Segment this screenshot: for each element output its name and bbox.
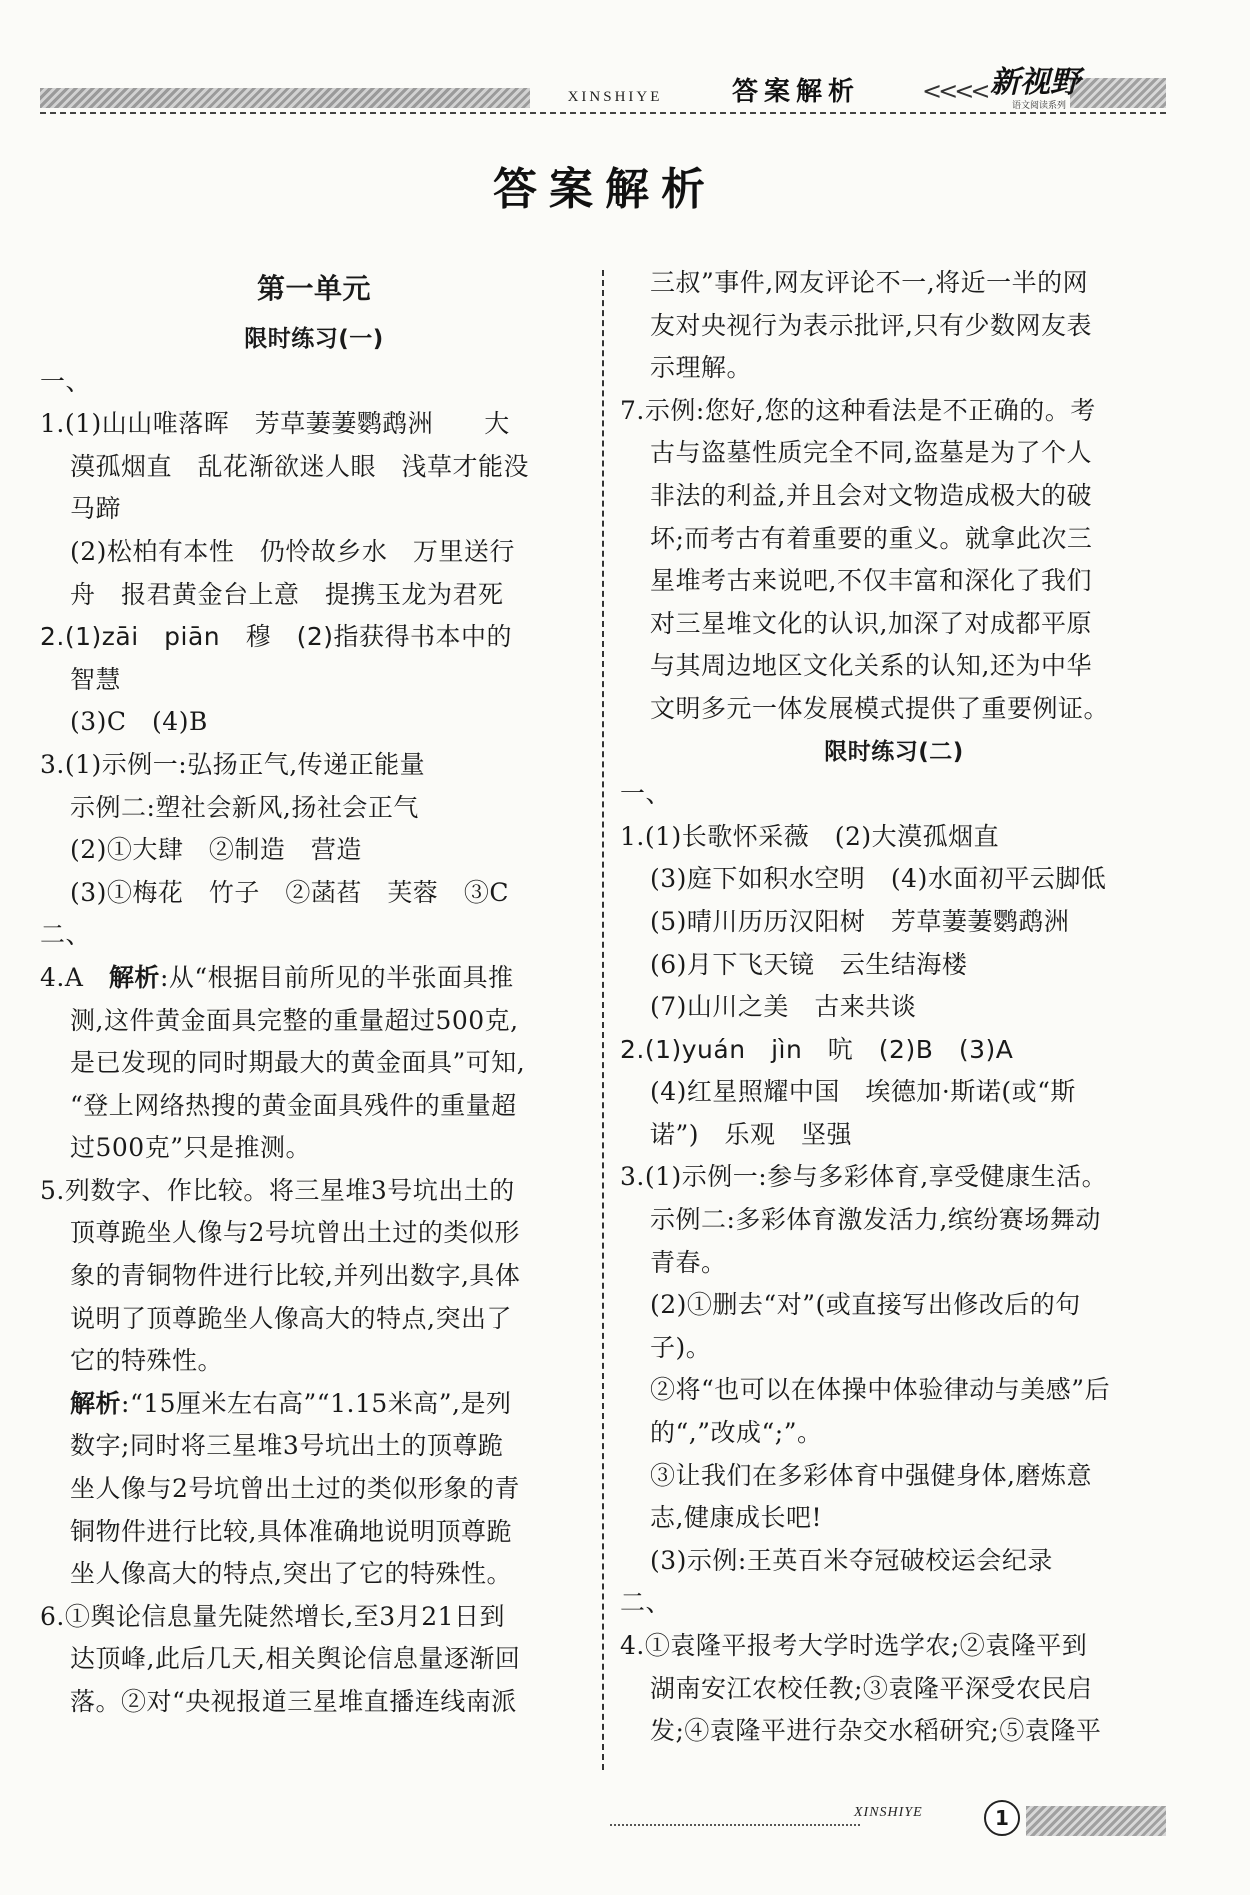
answer-line: 7.示例:您好,您的这种看法是不正确的。考 xyxy=(620,395,1096,425)
answer-line: 发;④袁隆平进行杂交水稻研究;⑤袁隆平 xyxy=(650,1716,1102,1746)
unit-title: 第一单元 xyxy=(256,272,371,305)
header-stripe-left xyxy=(40,88,530,108)
footer-dotted-line xyxy=(610,1824,860,1826)
answer-line: 3.(1)示例一:参与多彩体育,享受健康生活。 xyxy=(620,1162,1108,1192)
answer-line: 对三星堆文化的认识,加深了对成都平原 xyxy=(650,608,1092,638)
footer-brand-pinyin: XINSHIYE xyxy=(854,1805,923,1820)
answer-line: 示理解。 xyxy=(650,353,753,383)
answer-line: (4)红星照耀中国 埃德加·斯诺(或“斯 xyxy=(650,1077,1076,1107)
answer-line: 1.(1)山山唯落晖 芳草萋萋鹦鹉洲 大 xyxy=(40,409,510,439)
answer-line: 非法的利益,并且会对文物造成极大的破 xyxy=(650,480,1092,510)
answer-line: 马蹄 xyxy=(70,494,122,524)
answer-line: 漠孤烟直 乱花渐欲迷人眼 浅草才能没 xyxy=(70,451,530,481)
answer-line: (3)庭下如积水空明 (4)水面初平云脚低 xyxy=(650,864,1107,894)
header-brand-pinyin: XINSHIYE xyxy=(567,89,663,105)
answer-line: 6.①舆论信息量先陡然增长,至3月21日到 xyxy=(40,1601,506,1631)
answer-line: (5)晴川历历汉阳树 芳草萋萋鹦鹉洲 xyxy=(650,906,1070,936)
answer-line: (2)①删去“对”(或直接写出修改后的句 xyxy=(650,1290,1081,1320)
answer-text: :“15厘米左右高”“1.15米高”,是列 xyxy=(121,1388,512,1418)
answer-line: (3)C (4)B xyxy=(70,707,208,737)
answer-line: 说明了顶尊跪坐人像高大的特点,突出了 xyxy=(70,1303,512,1333)
answer-line: “登上网络热搜的黄金面具残件的重量超 xyxy=(70,1090,517,1120)
answer-line: 3.(1)示例一:弘扬正气,传递正能量 xyxy=(40,749,426,779)
answer-line: 青春。 xyxy=(650,1247,727,1277)
answer-line: 与其周边地区文化关系的认知,还为中华 xyxy=(650,651,1092,681)
answer-text: :从“根据目前所见的半张面具推 xyxy=(159,962,514,992)
answer-line: 三叔”事件,网友评论不一,将近一半的网 xyxy=(650,268,1089,297)
section-heading: 一、 xyxy=(40,366,92,396)
answer-line: 湖南安江农校任教;③袁隆平深受农民启 xyxy=(650,1673,1093,1703)
analysis-label: 解析 xyxy=(70,1388,122,1418)
answer-line: 的“,”改成“;”。 xyxy=(650,1418,823,1448)
answer-line: 达顶峰,此后几天,相关舆论信息量逐渐回 xyxy=(70,1644,521,1674)
answer-line: 星堆考古来说吧,不仅丰富和深化了我们 xyxy=(650,566,1092,596)
analysis-label: 解析 xyxy=(108,962,160,992)
answer-line: 示例二:多彩体育激发活力,缤纷赛场舞动 xyxy=(650,1205,1101,1235)
header-logo: 新视野 xyxy=(990,65,1080,100)
answer-line: 顶尊跪坐人像与2号坑曾出土过的类似形 xyxy=(70,1218,520,1248)
answer-line: 子)。 xyxy=(650,1332,712,1362)
section-heading: 一、 xyxy=(620,779,672,809)
column-divider xyxy=(602,270,604,1770)
answer-line: 坐人像高大的特点,突出了它的特殊性。 xyxy=(70,1559,512,1589)
answer-line: 过500克”只是推测。 xyxy=(70,1133,311,1163)
answer-line: 测,这件黄金面具完整的重量超过500克, xyxy=(70,1005,519,1035)
chevron-left-icon: <<<< xyxy=(922,77,987,105)
answer-line: 2.(1)yuán jìn 吭 (2)B (3)A xyxy=(620,1034,1014,1064)
answer-line: (3)示例:王英百米夺冠破校运会纪录 xyxy=(650,1545,1053,1575)
header-section-title: 答案解析 xyxy=(732,77,861,107)
answer-line: 坏;而考古有着重要的重义。就拿此次三 xyxy=(650,523,1093,553)
answer-line: 古与盗墓性质完全不同,盗墓是为了个人 xyxy=(650,438,1092,468)
answer-line: (2)松柏有本性 仍怜故乡水 万里送行 xyxy=(70,536,515,566)
answer-line: 舟 报君黄金台上意 提携玉龙为君死 xyxy=(70,579,504,609)
footer-stripe xyxy=(1026,1806,1166,1836)
answer-line: (7)山川之美 古来共谈 xyxy=(650,992,917,1022)
answer-line: 友对央视行为表示批评,只有少数网友表 xyxy=(650,310,1092,340)
answer-line: 文明多元一体发展模式提供了重要例证。 xyxy=(650,693,1110,723)
answer-line: (6)月下飞天镜 云生结海楼 xyxy=(650,949,968,979)
answer-line: 1.(1)长歌怀采薇 (2)大漠孤烟直 xyxy=(620,821,1000,851)
answer-line: 诺”) 乐观 坚强 xyxy=(650,1119,853,1149)
header-logo-subtitle: 语文阅读系列 xyxy=(1012,101,1067,111)
answer-line: 5.列数字、作比较。将三星堆3号坑出土的 xyxy=(40,1175,515,1205)
answer-line: (3)①梅花 竹子 ②菡萏 芙蓉 ③C xyxy=(70,877,510,907)
answer-line: (2)①大肆 ②制造 营造 xyxy=(70,835,362,865)
right-column xyxy=(620,262,1168,1753)
answer-line xyxy=(40,1383,588,1426)
practice-title-2: 限时练习(二) xyxy=(824,738,964,765)
answer-line: 示例二:塑社会新风,扬社会正气 xyxy=(70,792,419,822)
question-number: 4.A xyxy=(40,962,109,992)
answer-line xyxy=(40,957,588,1000)
header-divider xyxy=(40,112,1166,114)
answer-line: 数字;同时将三星堆3号坑出土的顶尊跪 xyxy=(70,1431,504,1461)
answer-line: 落。②对“央视报道三星堆直播连线南派 xyxy=(70,1687,517,1716)
page-title: 答案解析 xyxy=(493,164,717,215)
section-heading: 二、 xyxy=(620,1588,672,1618)
answer-line: 象的青铜物件进行比较,并列出数字,具体 xyxy=(70,1261,521,1291)
answer-line: ③让我们在多彩体育中强健身体,磨炼意 xyxy=(650,1460,1092,1490)
answer-line: 2.(1)zāi piān 穆 (2)指获得书本中的 xyxy=(40,622,513,652)
answer-line: 铜物件进行比较,具体准确地说明顶尊跪 xyxy=(70,1516,512,1546)
left-column xyxy=(40,262,588,1724)
answer-line: 坐人像与2号坑曾出土过的类似形象的青 xyxy=(70,1474,520,1504)
answer-line: 4.①袁隆平报考大学时选学农;②袁隆平到 xyxy=(620,1631,1088,1660)
answer-line: 是已发现的同时期最大的黄金面具”可知, xyxy=(70,1048,526,1078)
section-heading: 二、 xyxy=(40,920,92,950)
page-number: 1 xyxy=(984,1800,1020,1836)
answer-line: ②将“也可以在体操中体验律动与美感”后 xyxy=(650,1375,1111,1405)
answer-line: 志,健康成长吧! xyxy=(650,1503,822,1533)
answer-line: 它的特殊性。 xyxy=(70,1346,224,1376)
answer-line: 智慧 xyxy=(70,664,122,694)
practice-title-1: 限时练习(一) xyxy=(244,326,384,352)
